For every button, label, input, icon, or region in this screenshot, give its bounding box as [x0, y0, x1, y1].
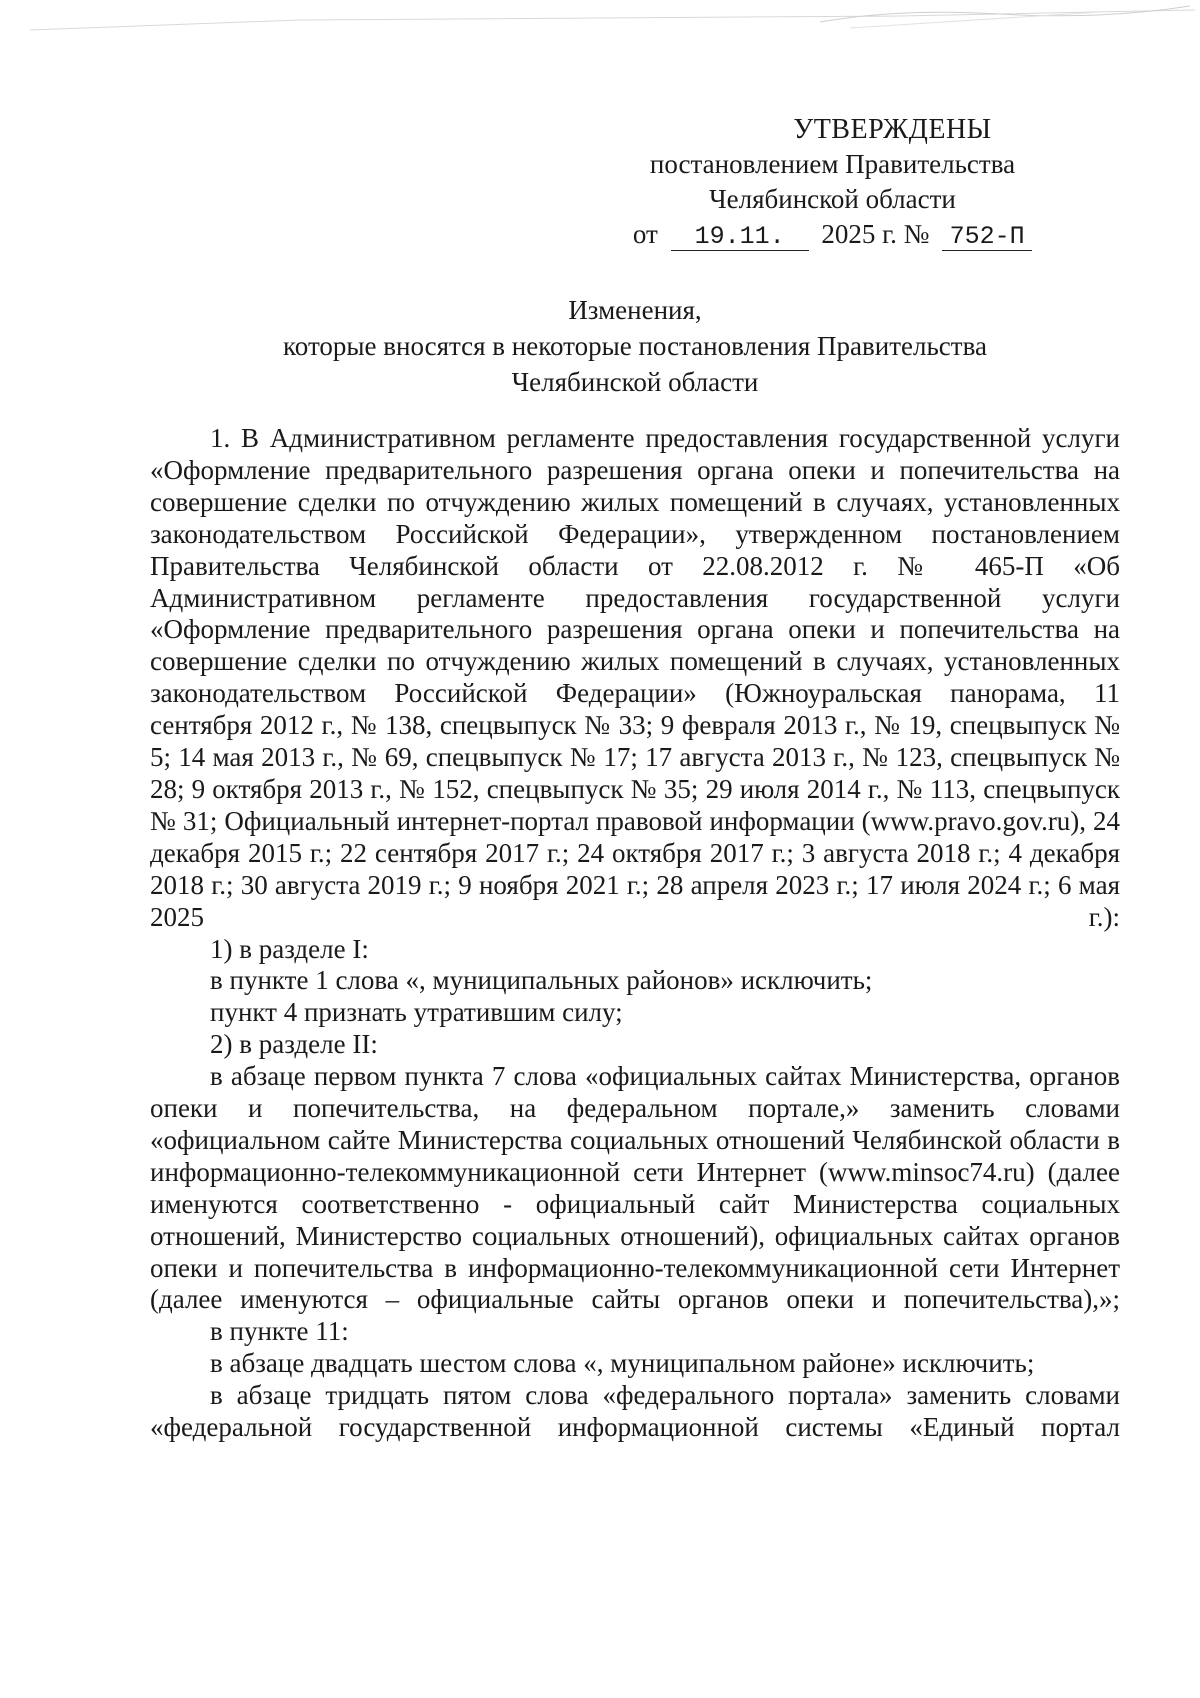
decree-number: 752-П — [942, 224, 1032, 251]
approval-block — [560, 112, 1105, 252]
heading-line-2: которые вносятся в некоторые постановления Правительства — [283, 331, 987, 361]
paragraph-1: 1. В Административном регламенте предоставления государственной услуги «Оформление предварительного разрешения органа опеки и попечительства на совершение сделки по отчуждению жилых помещений в случаях, установленных законодательством Российской Федерации», утвержденном постановлением Правительства Челябинской области от 22.08.2012 г. № 465-П «Об Административном регламенте предоставления государственной услуги «Оформление предварительного разрешения органа опеки и попечительства на совершение сделки по отчуждению жилых помещений в случаях, установленных законодательством Российской Федерации» (Южноуральская панорама, 11 сентября 2012 г., № 138, спецвыпуск № 33; 9 февраля 2013 г., № 19, спецвыпуск № 5; 14 мая 2013 г., № 69, спецвыпуск № 17; 17 августа 2013 г., № 123, спецвыпуск № 28; 9 октября 2013 г., № 152, спецвыпуск № 35; 29 июля 2014 г., № 113, спецвыпуск № 31; Официальный интернет-портал правовой информации (www.pravo.gov.ru), 24 декабря 2015 г.; 22 сентября 2017 г.; 24 октября 2017 г.; 3 августа 2018 г.; 4 декабря 2018 г.; 30 августа 2019 г.; 9 ноября 2021 г.; 28 апреля 2023 г.; 17 июля 2024 г.; 6 мая 2025 г.): — [150, 423, 1120, 932]
heading-line-1: Изменения, — [568, 295, 702, 325]
paragraph-2: 1) в разделе I: — [210, 933, 369, 964]
document-body — [150, 423, 1120, 1444]
heading-line-3: Челябинской области — [511, 367, 759, 397]
paragraph-8: в абзаце двадцать шестом слова «, муниципальном районе» исключить; — [210, 1348, 1035, 1379]
paragraph-7: в пункте 11: — [210, 1316, 349, 1347]
document-heading — [150, 292, 1120, 400]
approval-line-1: постановлением Правительства — [649, 149, 1016, 179]
approval-line-2: Челябинской области — [709, 184, 956, 214]
year-label: 2025 г. № — [821, 219, 930, 249]
scan-edge-artifact — [0, 0, 1200, 40]
paragraph-4: пункт 4 признать утратившим силу; — [210, 997, 623, 1028]
paragraph-5: 2) в разделе II: — [210, 1029, 378, 1060]
approval-date-line — [633, 217, 1032, 252]
paragraph-6: в абзаце первом пункта 7 слова «официальных сайтах Министерства, органов опеки и попечительства, на федеральном портале,» заменить словами «официальном сайте Министерства социальных отношений Челябинской области в информационно-телекоммуникационной сети Интернет (www.minsoc74.ru) (далее именуются соответственно - официальный сайт Министерства социальных отношений, Министерство социальных отношений), официальных сайтах органов опеки и попечительства в информационно-телекоммуникационной сети Интернет (далее именуются – официальные сайты органов опеки и попечительства),»; — [150, 1061, 1120, 1315]
approval-title: УТВЕРЖДЕНЫ — [793, 114, 992, 145]
from-label: от — [632, 219, 658, 249]
decree-date: 19.11. — [671, 224, 809, 251]
paragraph-3: в пункте 1 слова «, муниципальных районов» исключить; — [210, 965, 873, 996]
paragraph-9: в абзаце тридцать пятом слова «федерального портала» заменить словами «федеральной государственной информационной системы «Единый портал — [150, 1380, 1120, 1443]
